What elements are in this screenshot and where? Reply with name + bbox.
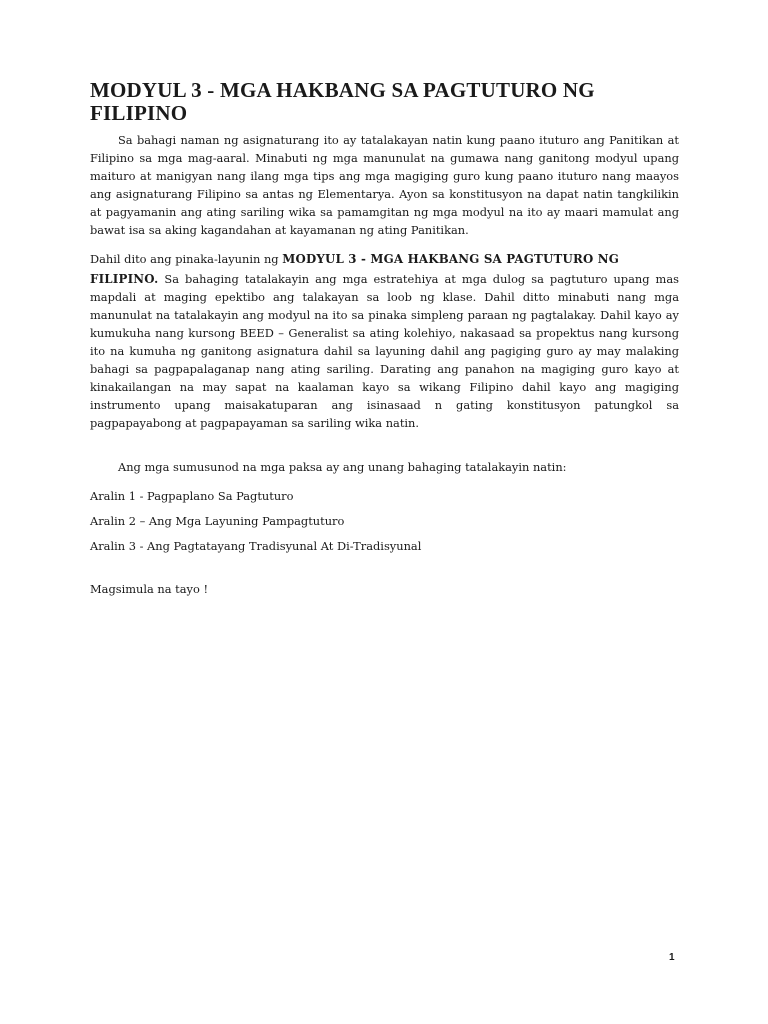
page-number: 1 [669,952,675,963]
objective-lead-line [90,252,619,266]
objective-paragraph [90,248,679,432]
lesson-list [90,487,679,555]
closing-line: Magsimula na tayo ! [90,582,209,596]
lesson-item: Aralin 2 – Ang Mga Layuning Pampagtuturo [90,514,345,528]
lesson-item: Aralin 3 - Ang Pagtatayang Tradisyunal At Di-Tradisyunal [90,539,422,553]
lesson-item: Aralin 1 - Pagpaplano Sa Pagtuturo [90,489,294,503]
topics-intro: Ang mga sumusunod na mga paksa ay ang unang bahaging tatalakayin natin: [118,460,567,474]
module-title: MODYUL 3 - MGA HAKBANG SA PAGTUTURO NG FILIPINO [90,78,595,125]
objective-module-name-end: FILIPINO. [90,272,159,286]
objective-body-text: Sa bahaging tatalakayin ang mga estratehiya at mga dulog sa pagtuturo upang mas mapdali at maging epektibo ang talakayan sa loob ng klase. Dahil ditto minabuti nang mga manunulat na tatalakayin ang modyul na ito sa pinaka simpleng paraan ng pagtalakay. Dahil kayo ay kumukuha nang kursong BEED – Generalist sa ating kolehiyo, nakasaad sa propektus nang kursong ito na kumuha ng ganitong asignatura dahil sa layuning dahil ang pagiging guro ay may malaking bahagi sa pagpapalaganap nang ating sariling. Darating ang panahon na magiging guro kayo at kinakailangan na may sapat na kaalaman kayo sa wikang Filipino dahil kayo ang magiging instrumento upang maisakatuparan ang isinasaad n gating konstitusyon patungkol sa pagpapayabong at pagpapayaman sa sariling wika natin. [90,272,679,430]
intro-paragraph: Sa bahagi naman ng asignaturang ito ay tatalakayan natin kung paano ituturo ang Panitikan at Filipino sa mga mag-aaral. Minabuti ng mga manunulat na gumawa nang ganitong modyul upang maituro at manigyan nang ilang mga tips ang mga magiging guro kung paano ituturo nang maayos ang asignaturang Filipino sa antas ng Elementarya. Ayon sa konstitusyon na dapat natin tangkilikin at pagyamanin ang ating sariling wika sa pamamgitan ng mga modyul na ito ay maari mamulat ang bawat isa sa aking kagandahan at kayamanan ng ating Panitikan. [90,133,679,237]
objective-lead-text: Dahil dito ang pinaka-layunin ng [90,252,283,266]
objective-module-name: MODYUL 3 - MGA HAKBANG SA PAGTUTURO NG [282,252,620,266]
